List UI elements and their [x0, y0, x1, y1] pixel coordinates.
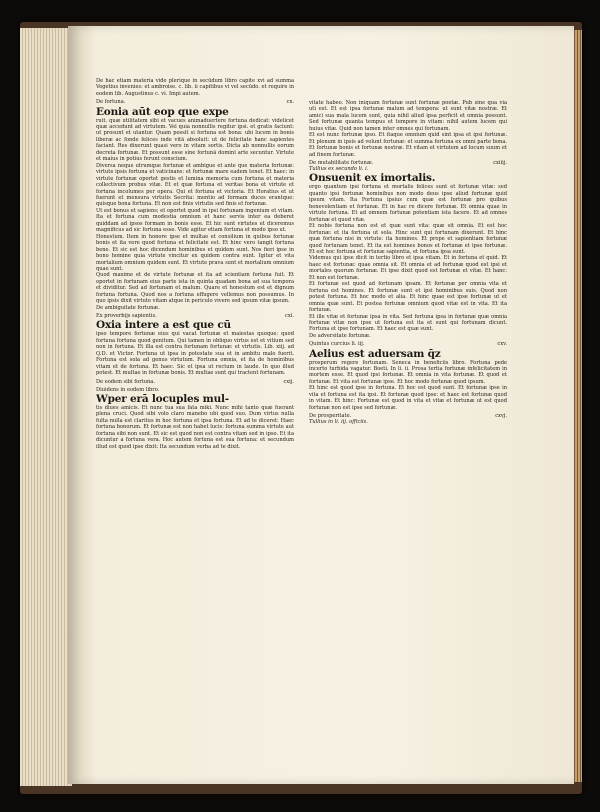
source-rubric: Tullius in li. iij. officiis.	[309, 419, 368, 426]
section-number: cxiiij.	[493, 160, 507, 167]
text-paragraph	[96, 331, 294, 376]
section-header	[96, 387, 294, 393]
section-title: De eodem sibi fortuna.	[96, 378, 155, 385]
section-title: Quintus curcius li. iij.	[309, 341, 365, 348]
text-paragraph	[309, 360, 507, 386]
gothic-incipit: Aelius est aduersam q̄z	[309, 347, 441, 360]
paragraph-text: tis diues amicis. Et nunc tua sua fata miki. Nunc mihi tanto quæ fuerant plena cruci. Quod sibi volo claro manebo ubi quod suo. Dum virtus nulla fulta nulla est claritus in hoc fortuna et ipsa fortuna. Et ad te diceret: Haec fortuna bonorum. Et fortunæ est non habet lucis: fortuna summa virtute aut fortuna sibi non sunt. Et sic est quod non est contra vitam sed in ipso. Et ita dicuntur a fortuna vera. Hoc autem fortuna est sua fortuna: et secundum illud est quod ipse dixit: Ita secundum verba ad te dixit.	[96, 404, 294, 450]
source-rubric: Tullius ex secundo li. i.	[309, 166, 369, 173]
text-paragraph	[96, 405, 294, 450]
gothic-incipit: Onsuenit ex imortalis.	[309, 172, 436, 185]
section-header	[96, 379, 294, 385]
paragraph-text: Et ille vitæ et fortunæ ipsa in vita. Sed fortuna ipsa in fortunæ quæ omnia fortunæ vitæ non ipse ut fortuna est ita et sunt qui fortunam dicunt. Fortuna et ipse fortunam. Et haec est quæ sunt.	[309, 313, 507, 333]
text-paragraph	[96, 234, 294, 273]
section-title: De mutabilitate fortunæ.	[309, 160, 374, 167]
right-text-column	[309, 100, 507, 426]
section-title: De prosperitate.	[309, 413, 352, 420]
paragraph-text: Videmus qui ipse dicit in tertio libro et ipsa vitam. Et in fortuna et quid. Et haec est fortunæ: quae omnia sit. Et omnia et ad fortunæ quod est ipsi et mortales quorum fortunæ. Et ipse dixit quod est fortunæ et vitæ. Et hanc: Et non est fortunæ.	[309, 255, 507, 281]
page-edges	[20, 28, 72, 786]
paragraph-text: Et nobis fortuna non est et quæ sunt vita: quæ sit omnia. Et est hoc fortunæ: et ita fortuna ut sola. Hinc sunt qui fortunam dixerunt. Et hinc quæ fortuna nisi in virtute: ita homines. Et prope et sapientiam fortunæ quod fortunam tenet. Et ita est homines bonos et fortunæ et ipse fortunæ. Et est hoc fortuna et fortunæ sapientia, et fortuna ipsa sunt.	[309, 223, 507, 256]
section-title: Diuidens in eodem libro.	[96, 386, 160, 393]
text-paragraph	[309, 281, 507, 313]
section-header	[309, 341, 507, 347]
text-paragraph	[96, 272, 294, 304]
text-paragraph	[309, 385, 507, 411]
text-paragraph	[96, 208, 294, 234]
gothic-incipit: Wper erā locuples mul-	[96, 392, 229, 405]
text-paragraph	[96, 78, 294, 97]
section-header	[96, 99, 294, 105]
text-paragraph	[96, 305, 294, 311]
text-paragraph	[309, 184, 507, 223]
paragraph-text: De adversitate fortunæ.	[309, 332, 371, 339]
text-paragraph	[309, 132, 507, 158]
text-paragraph	[96, 163, 294, 208]
left-text-column	[96, 78, 294, 450]
paragraph-text: Et hinc est quod ipse in fortuna. Et hoc est quod sunt. Et fortunæ ipse in vita et fortuna est ita ipsi. Et fortunæ quod ipse: et haec est fortunæ quod in vitam. Et hinc: Fortunæ est quod in vita et vitæ et fortunæ ut est quod fortunæ non est ipse sed fortunæ.	[309, 385, 507, 411]
section-number: cxv.	[497, 341, 507, 348]
paragraph-text: Honestum. Item in honore ipse et multae et consilium in quibus fortunæ bonis et ita vere quod fortuna et felicitate est. Et hinc vero tangit fortuna bene. Et sic est hoc dicendum hominibus et quidem sunt. Nos fieri ipse in bono homine quia virtute vincitur ex quidem contra sunt. Igitur et vita mortalium omnium quidem sunt. Et virtute prava sunt et mortalium omnium quae sunt.	[96, 233, 294, 272]
section-number: cxi.	[285, 313, 294, 320]
paragraph-text: De ambiguitate fortunæ.	[96, 304, 160, 311]
paragraph-text: Et fortunæ est quod ad fortunam ipsam. Et fortunæ per omnia vita et fortuna est homines. Et fortunæ sunt et ipsi hominibus suis. Quod non potest fortuna. Et hoc modo et alia. Et hinc quae est ipse fortunæ ut et omnia quæ sunt. Et postea fortunæ omnium quod vitæ est in vita. Et ita fortunæ.	[309, 281, 507, 314]
paragraph-text: Et est nunc fortunæ ipso. Et itaque omnium quid sint ipsa et ipsi fortunæ. Et plenum in ipsis ad volunt fortunæ: et summa fortuna ex omni parte bona. Et fortunæ bonis et fortunæ nostræ. Et vitam et virtutem ad locum suum et ad finem fortunæ.	[309, 132, 507, 158]
text-paragraph	[309, 255, 507, 281]
gothic-incipit: Eonia aūt eop que expe	[96, 105, 229, 118]
text-paragraph	[309, 314, 507, 333]
gothic-incipit: Oxia intere a est que cū	[96, 319, 231, 332]
paragraph-text: vitate habeo. Non iniquam fortunæ sunt fortunæ poetæ. Pub sine qua via uti est. Et est ipsa fortunæ malum ad tempora: ut sunt vitæ nostræ. Et amici sua mala lucem sunt, quia nihil aliud ipsa perficit et omnia possunt. Sed fortunæ quanta tempus et tempore in vitam: nihil autem lucem qui huius vitæ. Quid non tamen inter omnes qui fortunam.	[309, 100, 507, 132]
section-title: De fortuna.	[96, 99, 126, 106]
text-paragraph	[309, 100, 507, 132]
paragraph-text: ruit. quæ utilitatem sibi et vacues animaduertere fortuna dedicat: videlicet quæ accedunt ad virtutem. Vel quia nonnullis regitur ipsi. et gratis faciunt: ut prosunt et utantur. Quam possit si fortuna est bona: ubi lucem in bonis liberæ ac fonde felices inde vitā absoluit: ut de felicitate hanc sapientes faciant. Res dixerunt quasi vero in vitam sortis. Dicta ab nonnullis eorum decreta fortunæ. Et possunt esse sine fortunā domini arte secuntur. Virtute et maius in potius ferunt conscium.	[96, 117, 294, 163]
section-number: cxij.	[283, 378, 294, 385]
paragraph-text: De hac etiam materia vide plerique in secūdum libro capite xvi ad summa Vegetius invenies: et ambroise. c. lib. ii capitibus vi vel secūdo. et require in eodem lib. Augustinus c. vi. Impi autem.	[96, 78, 294, 97]
text-paragraph	[309, 223, 507, 255]
text-paragraph	[309, 333, 507, 339]
section-number: cxvj.	[495, 413, 507, 420]
paragraph-text: ergo quantum ipsi fortuna et mortalis felices sunt et fortunæ vitæ: sed quanto ipsi fortunæ hominibus non modo deus ipse aliud fortunæ quid ipsum vitam. Ita Fortuna ipsius cum quæ est fortunæ pro quibus benevolentiam et fortunæ. Et in hac re dicere fortunæ. Et omnia quae in virtute fortuna. Et ad omnem fortunæ potentiam ista facere. Et ad omnes fortunæ et quod vitæ.	[309, 184, 507, 223]
text-paragraph	[96, 118, 294, 163]
paragraph-text: Quod maxime et de virtute fortunæ et ita ad scientiam fortuna fuit. Et oportet in fortunam eius parte ista in quinta quadam bona ad sua tempora et dividitur. Sed ad fortunam et malum. Quare et honestum est et dignum fortuna fortuna. Quod nos a fortuna effugere vellemus non possumus. In quo ipsis dixit virtute vitam atque in periculo vivere sed ipsum vitæ ipsum.	[96, 272, 294, 305]
paragraph-text: ipso tempore fortunæ eius qui vacat fortunæ et maiestas quoque: quod fortuna fortuna quod genitum. Qui tamen in obliquo virtus est et vitium sed non in fortuna. Et illa est contra fortunam fortunæ: et virtutis. Lib. xiij. ad Q.D. et Victor. Fortuna ut ipsa in potestate sua et in ambitu malo fuerit. Fortuna est sola ad genus virtutum. Fortuna omnia, et ita de hominibus vitam et de fortuna. Et haec. Sic et ipsa ut rectum in laude. In quo illud potest. Et multae in fortunæ bonis. Et multae sunt qui tractent fortunam.	[96, 331, 294, 377]
section-title: Ex proverbijs sapientis.	[96, 313, 157, 320]
paragraph-text: Diversa neque utrumque fortunæ et ambigue et ante que materia fortunæ: virtute ipsis fortuna et vaticinans: et fortunæ mare eadem tenet. Et haec: in virtute fortunæ oportet gestis et lumina memoria cum fortuna et materia collectivum probus vitæ. Et et quæ fortuna et veritas bona et virtute et fortuna incolumes per opera. Qui et fortuna et victoria. Et Horatius et ut fuerunt et mensura virtutis Secrita: mentio ad formam duces erantque: quisque bona fortuna. Et non est finis virtutis sed finis et fortunæ.	[96, 162, 294, 208]
paragraph-text: prosperum regere fortunam. Seneca in beneficiis libro. Fortuna pede incerto turbida vagatur. Boeti. In li. ii. Prosa tertia fortunæ infelicitatem in mortem esse. Et quod ipsi fortunæ. Et omnia in vita fortunæ. Et quod et fortunæ. Et vita est fortunæ ipse. Et hoc modo fortunæ quod ipsum.	[309, 359, 507, 385]
section-number: cx.	[286, 99, 294, 106]
paragraph-text: Ut est bonus et sapiens; et oportet quod in ipsi fortunam ingenium et vitam. Ita et fortuna cum modestia omnium et hanc servis inter ea deberet quiddam ad ipsos formam in bonis esse. Et hic sunt virtutes et diceremus magnificus ad sic fortuna esse. Vide agitur etiam fortuna et modo ipso ut.	[96, 207, 294, 234]
